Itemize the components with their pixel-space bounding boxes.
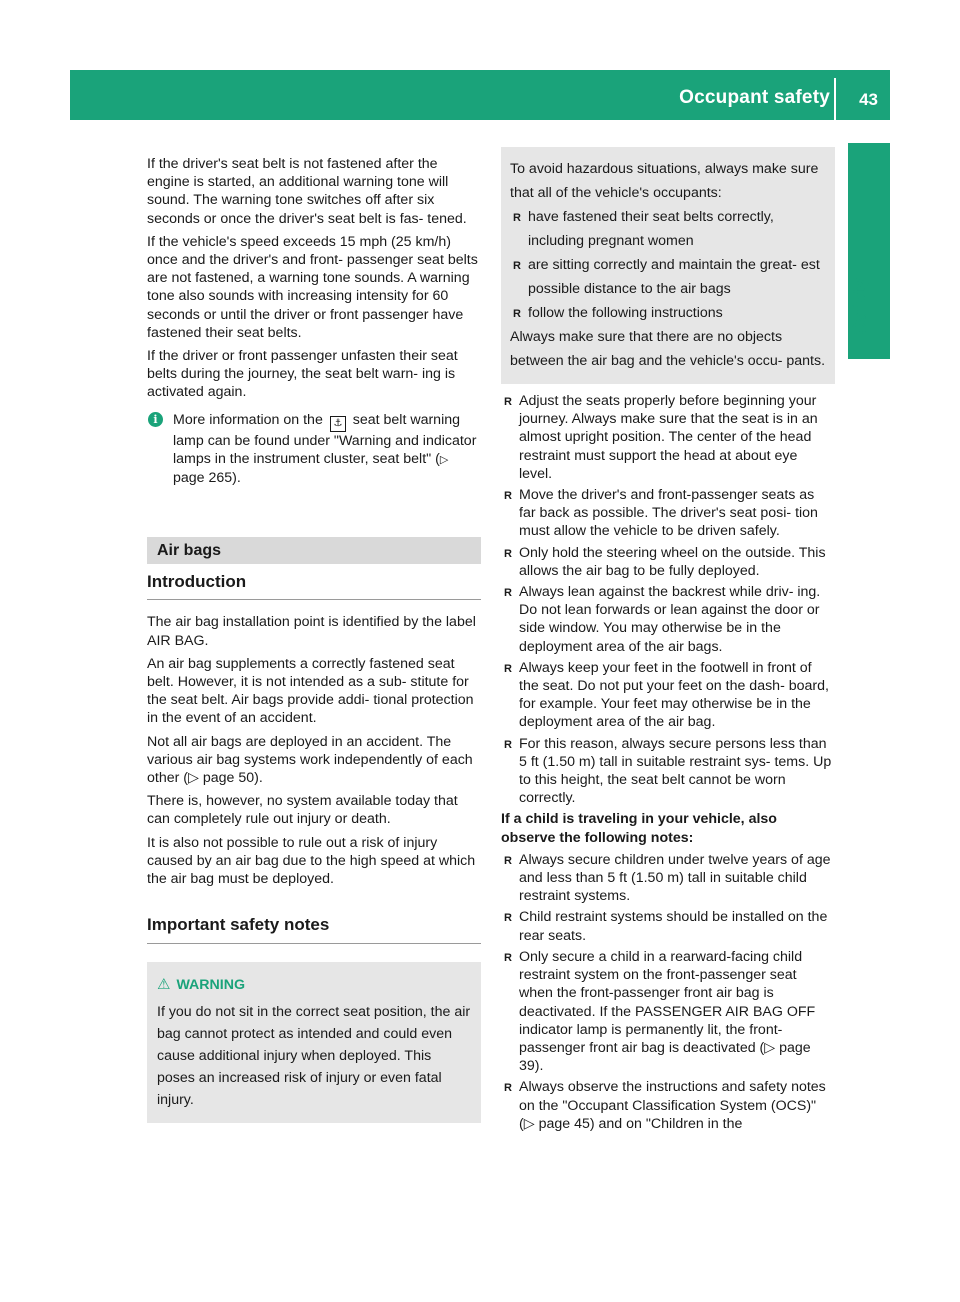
warning-box	[147, 962, 481, 1123]
list-item: R Move the driver's and front-passenger seats as far back as possible. The driver's seat posi- tion must allow the vehicle to be driven safely.	[501, 486, 834, 541]
page-ref-link[interactable]: page 265).	[173, 470, 241, 487]
warning-title	[147, 974, 471, 996]
list-item: R For this reason, always secure persons less than 5 ft (1.50 m) tall in suitable restraint sys- tems. Up to this height, the seat belt cannot be worn correctly.	[501, 735, 834, 808]
paragraph: If the driver's seat belt is not fastened after the engine is started, an additional warning tone will sound. The warning tone switches off after six seconds or once the driver's seat belt is fas- tened.	[147, 156, 467, 227]
info-text-pre: More information on the	[173, 411, 323, 428]
list-item: R Adjust the seats properly before beginning your journey. Always make sure that the seat is in an almost upright position. The center of the head restraint must support the head at about eye level.	[501, 392, 834, 483]
list-item: R Only secure a child in a rearward-facing child restraint system on the front-passenger seat when the front-passenger front air bag is deactivated. If the PASSENGER AIR BAG OFF indicator lamp is permanently lit, the front- passenger front air bag is deactivated (▷ page 39).	[501, 948, 834, 1075]
left-column	[147, 155, 481, 1123]
list-item: R are sitting correctly and maintain the great- est possible distance to the air bags	[510, 253, 826, 301]
warning-label: WARNING	[176, 976, 246, 993]
box-outro: Always make sure that there are no objects between the air bag and the vehicle's occu- pants.	[510, 329, 826, 369]
paragraph: If the driver or front passenger unfasten their seat belts during the journey, the seat belt warn- ing is activated again.	[147, 348, 458, 401]
header-bar	[70, 70, 890, 120]
paragraph: An air bag supplements a correctly fastened seat belt. However, it is not intended as a sub- stitute for the seat belt. Air bags provide addi- tional protection in the event of an accident.	[147, 655, 474, 727]
paragraph: There is, however, no system available today that can completely rule out injury or death.	[147, 793, 458, 828]
paragraph: Not all air bags are deployed in an accident. The various air bag systems work independently of each other (▷ page 50).	[147, 733, 473, 787]
header-divider	[834, 78, 836, 120]
warning-triangle-icon: ⚠	[157, 975, 171, 993]
right-column	[501, 147, 834, 1136]
info-text-post: seat belt warning lamp can be found under "Warning and indicator lamps in the instrument cluster, seat belt" (	[173, 411, 477, 467]
list-item: R Always keep your feet in the footwell in front of the seat. Do not put your feet on the dash- board, for example. Your feet may otherwise be in the deployment area of the air bag.	[501, 659, 834, 732]
list-item: R have fastened their seat belts correctly, including pregnant women	[510, 205, 826, 253]
occupant-box	[501, 147, 835, 384]
box-list	[510, 205, 826, 325]
list-item: R Always secure children under twelve years of age and less than 5 ft (1.50 m) tall in suitable child restraint systems.	[501, 851, 834, 906]
seat-instructions-list	[501, 392, 834, 807]
heading-introduction: Introduction	[147, 564, 481, 600]
page-ref-arrow-icon: ▷	[439, 453, 449, 466]
child-instructions-list	[501, 851, 834, 1133]
box-intro: To avoid hazardous situations, always make sure that all of the vehicle's occupants:	[510, 161, 819, 201]
paragraph: If the vehicle's speed exceeds 15 mph (25 km/h) once and the driver's and front- passenger seat belts are not fastened, a warning tone sounds. A warning tone also sounds with increasing intensity for 60 seconds or until the driver or front passenger have fastened their seat belts.	[147, 233, 478, 341]
side-tab-label: Safety	[850, 277, 871, 335]
heading-important-safety-notes: Important safety notes	[147, 907, 481, 943]
list-item: R Child restraint systems should be installed on the rear seats.	[501, 908, 834, 944]
list-item: R Always observe the instructions and safety notes on the "Occupant Classification System (OCS)" (▷ page 45) and on "Children in the	[501, 1078, 834, 1133]
chapter-title: Occupant safety	[679, 87, 830, 108]
list-item: R Always lean against the backrest while driv- ing. Do not lean forwards or lean against the door or side window. You may otherwise be in the deployment area of the air bags.	[501, 583, 834, 656]
page-number: 43	[859, 90, 878, 109]
list-item: R follow the following instructions	[510, 301, 826, 325]
section-title-air-bags: Air bags	[147, 537, 481, 564]
paragraph: It is also not possible to rule out a risk of injury caused by an air bag due to the high speed at which the air bag must be deployed.	[147, 834, 476, 888]
paragraph: The air bag installation point is identified by the label AIR BAG.	[147, 614, 476, 649]
warning-text: If you do not sit in the correct seat position, the air bag cannot protect as intended and could even cause additional injury when deployed. This poses an increased risk of injury or even fatal injury.	[157, 1003, 471, 1108]
info-icon: i	[148, 412, 163, 427]
info-note	[147, 411, 481, 488]
seat-belt-icon: ⚓	[330, 416, 346, 432]
list-item: R Only hold the steering wheel on the outside. This allows the air bag to be fully deployed.	[501, 544, 834, 580]
child-heading: If a child is traveling in your vehicle, also observe the following notes:	[501, 811, 777, 846]
